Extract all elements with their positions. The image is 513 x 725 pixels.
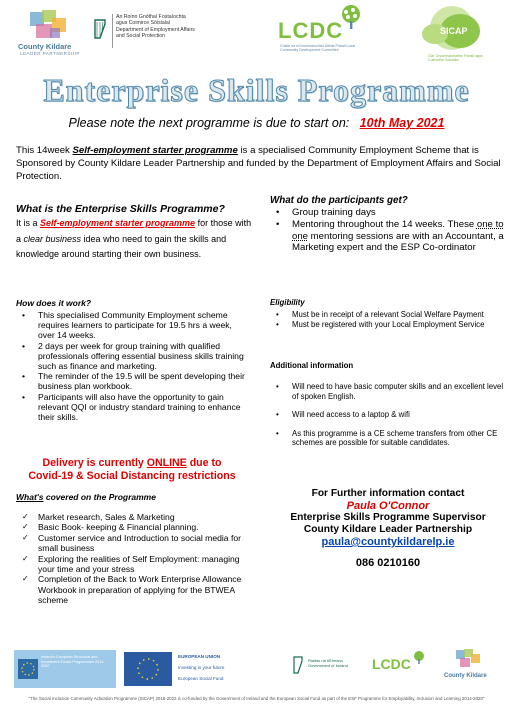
additional-heading: Additional information: [270, 361, 354, 370]
list-item: • As this programme is a CE scheme transfers from other CE schemes are possible for suitable candidates.: [270, 429, 506, 448]
flag-icon: [18, 659, 38, 679]
lcdc-footer-logo: [372, 650, 432, 686]
tree-icon: [412, 650, 426, 664]
delivery-text-2: due to: [186, 457, 222, 469]
county-kildare-name: County Kildare: [18, 42, 72, 51]
get-item2-b: mentoring sessions are with an Accountant, a Marketing expert and the ESP Co-ordinator: [292, 230, 504, 254]
contact-email-link[interactable]: paula@countykildarelp.ie: [321, 536, 455, 548]
list-item: ✓ Exploring the realities of Self Employment: managing your time and your stress: [16, 554, 248, 575]
page-title: Enterprise Skills Programme: [43, 72, 470, 108]
contact-phone: 086 0210160: [355, 557, 421, 569]
county-kildare-footer-name: County Kildare: [444, 673, 487, 679]
lcdc-footer-wordmark: LCDC: [372, 656, 411, 672]
get-section: [270, 195, 506, 254]
county-kildare-mark-icon: [24, 8, 76, 44]
harp-icon: [92, 18, 108, 40]
list-item: [270, 219, 506, 254]
county-kildare-logo: [12, 8, 92, 56]
list-item: • Will need to have basic computer skills and an excellent level of spoken English.: [270, 382, 506, 401]
how-heading: How does it work?: [16, 298, 92, 308]
contact-role: Enterprise Skills Programme Supervisor: [290, 512, 486, 523]
tree-icon: [338, 4, 364, 30]
contact-section: [270, 488, 506, 569]
county-kildare-footer-logo: [440, 648, 500, 688]
start-date: 10th May 2021: [359, 116, 445, 130]
department-logo: [92, 12, 272, 52]
eu-label-2: Investing in your future: [178, 665, 225, 670]
what-text-3: idea who need to gain the skills and knowledge around starting their own business.: [16, 233, 227, 260]
dept-line-1: An Roinn Gnóthaí Fostaíochta: [116, 14, 186, 20]
harp-icon: [292, 656, 304, 674]
what-text-2: for those with a: [16, 218, 252, 244]
list-item: • 2 days per week for group training with qualified professionals offering essential business skills training such as finance and marketing.: [16, 341, 248, 372]
get-item2-underlined: one to one: [292, 218, 504, 242]
list-item: • Must be registered with your Local Employment Service: [270, 320, 506, 330]
eligibility-section: [270, 298, 506, 329]
dept-line-2: agus Coimirce Sóisialaí: [116, 20, 171, 27]
funding-footnote: "The Social Inclusion Community Activation Programme (SICAP) 2018-2022 is co-funded by the Government of Ireland and the European Social Fund as part of the ESF Programme for Employability, Inclusion and Learning 2014-2020": [28, 696, 485, 701]
contact-heading: For Further information contact: [311, 488, 465, 499]
delivery-notice: [16, 457, 248, 483]
sicap-subtitle: Clár Gníomhachtaithe Pobail agus Cuimsithe Sóisialta: [428, 54, 483, 63]
list-item: • Will need access to a laptop & wifi: [270, 410, 506, 420]
start-notice: [0, 116, 513, 130]
eu-text-block: [178, 654, 258, 681]
county-kildare-mark-icon: [454, 648, 484, 672]
list-item: • Must be in receipt of a relevant Social Welfare Payment: [270, 310, 506, 320]
what-text-1: It is a: [16, 218, 41, 228]
how-section: [16, 298, 248, 422]
intro-text-1: This 14week: [16, 145, 73, 156]
covered-section: [16, 492, 248, 606]
intro-programme-name: Self-employment starter programme: [72, 145, 238, 156]
covered-heading-underlined: What's: [16, 492, 44, 502]
what-body: [16, 216, 256, 263]
sicap-wordmark: SICAP: [440, 26, 468, 36]
additional-section: [270, 361, 506, 457]
list-item: ✓ Completion of the Back to Work Enterprise Allowance Workbook in preparation of applying for the BTWEA scheme: [16, 574, 248, 605]
get-item2-a: Mentoring throughout the 14 weeks. These: [292, 218, 477, 230]
rialtas-text: Rialtas na hÉireann Government of Ireland: [308, 658, 348, 668]
list-item: • Group training days: [270, 207, 506, 219]
eu-stars-icon: [124, 652, 172, 686]
dept-line-4: and Social Protection: [116, 33, 166, 40]
covered-heading-rest: covered on the Programme: [43, 492, 156, 502]
lcdc-logo: [278, 4, 388, 60]
county-kildare-sub: LEADER PARTNERSHIP: [20, 51, 80, 56]
list-item: • The reminder of the 19.5 will be spent developing their business plan workbook.: [16, 371, 248, 391]
start-prefix: Please note the next programme is due to start on:: [68, 116, 350, 130]
what-programme-name: Self-employment starter programme: [40, 218, 196, 228]
esf-programme-logo: [14, 650, 116, 688]
delivery-text-1: Delivery is currently: [42, 457, 147, 469]
covered-heading: [16, 492, 248, 502]
eu-flag: [124, 652, 172, 686]
delivery-text-3: Covid-19 & Social Distancing restrictions: [28, 470, 236, 482]
contact-org: County Kildare Leader Partnership: [303, 524, 473, 535]
dept-line-3: Department of Employment Affairs: [116, 26, 195, 33]
list-item: • This specialised Community Employment scheme requires learners to participate for 19.5 hrs a week, over 14 weeks.: [16, 310, 248, 341]
eu-label-3: European Social Fund: [178, 676, 224, 681]
get-heading: What do the participants get?: [270, 195, 408, 206]
list-item: • Participants will also have the opportunity to gain relevant QQI or industry standard training to enhance their skills.: [16, 392, 248, 423]
intro-text-2: is a specialised Community Employment Scheme that is Sponsored by County Kildare Leader Partnership and funded by the Department of Employment Affairs and Social Protection.: [16, 145, 501, 182]
list-item: ✓ Customer service and Introduction to social media for small business: [16, 533, 248, 554]
list-item: ✓ Market research, Sales & Marketing: [16, 512, 248, 522]
contact-name: Paula O'Connor: [346, 500, 430, 512]
sicap-logo: [420, 6, 504, 72]
intro-paragraph: [16, 144, 504, 183]
what-section: [16, 203, 256, 263]
eligibility-heading: Eligibility: [270, 298, 305, 307]
what-heading: What is the Enterprise Skills Programme?: [16, 203, 225, 215]
delivery-online: ONLINE: [146, 457, 187, 469]
list-item: ✓ Basic Book- keeping & Financial planning.: [16, 522, 248, 532]
esf-programme-text: Ireland's European Structural and Investment Funds Programmes 2014-2020: [41, 655, 105, 669]
eu-label-1: EUROPEAN UNION: [178, 654, 221, 659]
lcdc-wordmark: LCDC: [278, 18, 344, 43]
what-clear-business: clear business: [23, 233, 82, 244]
lcdc-subtitle: Coiste na nGníomhaíochtaí Áitiúla Pobail Local Community Development Committee: [280, 44, 356, 53]
